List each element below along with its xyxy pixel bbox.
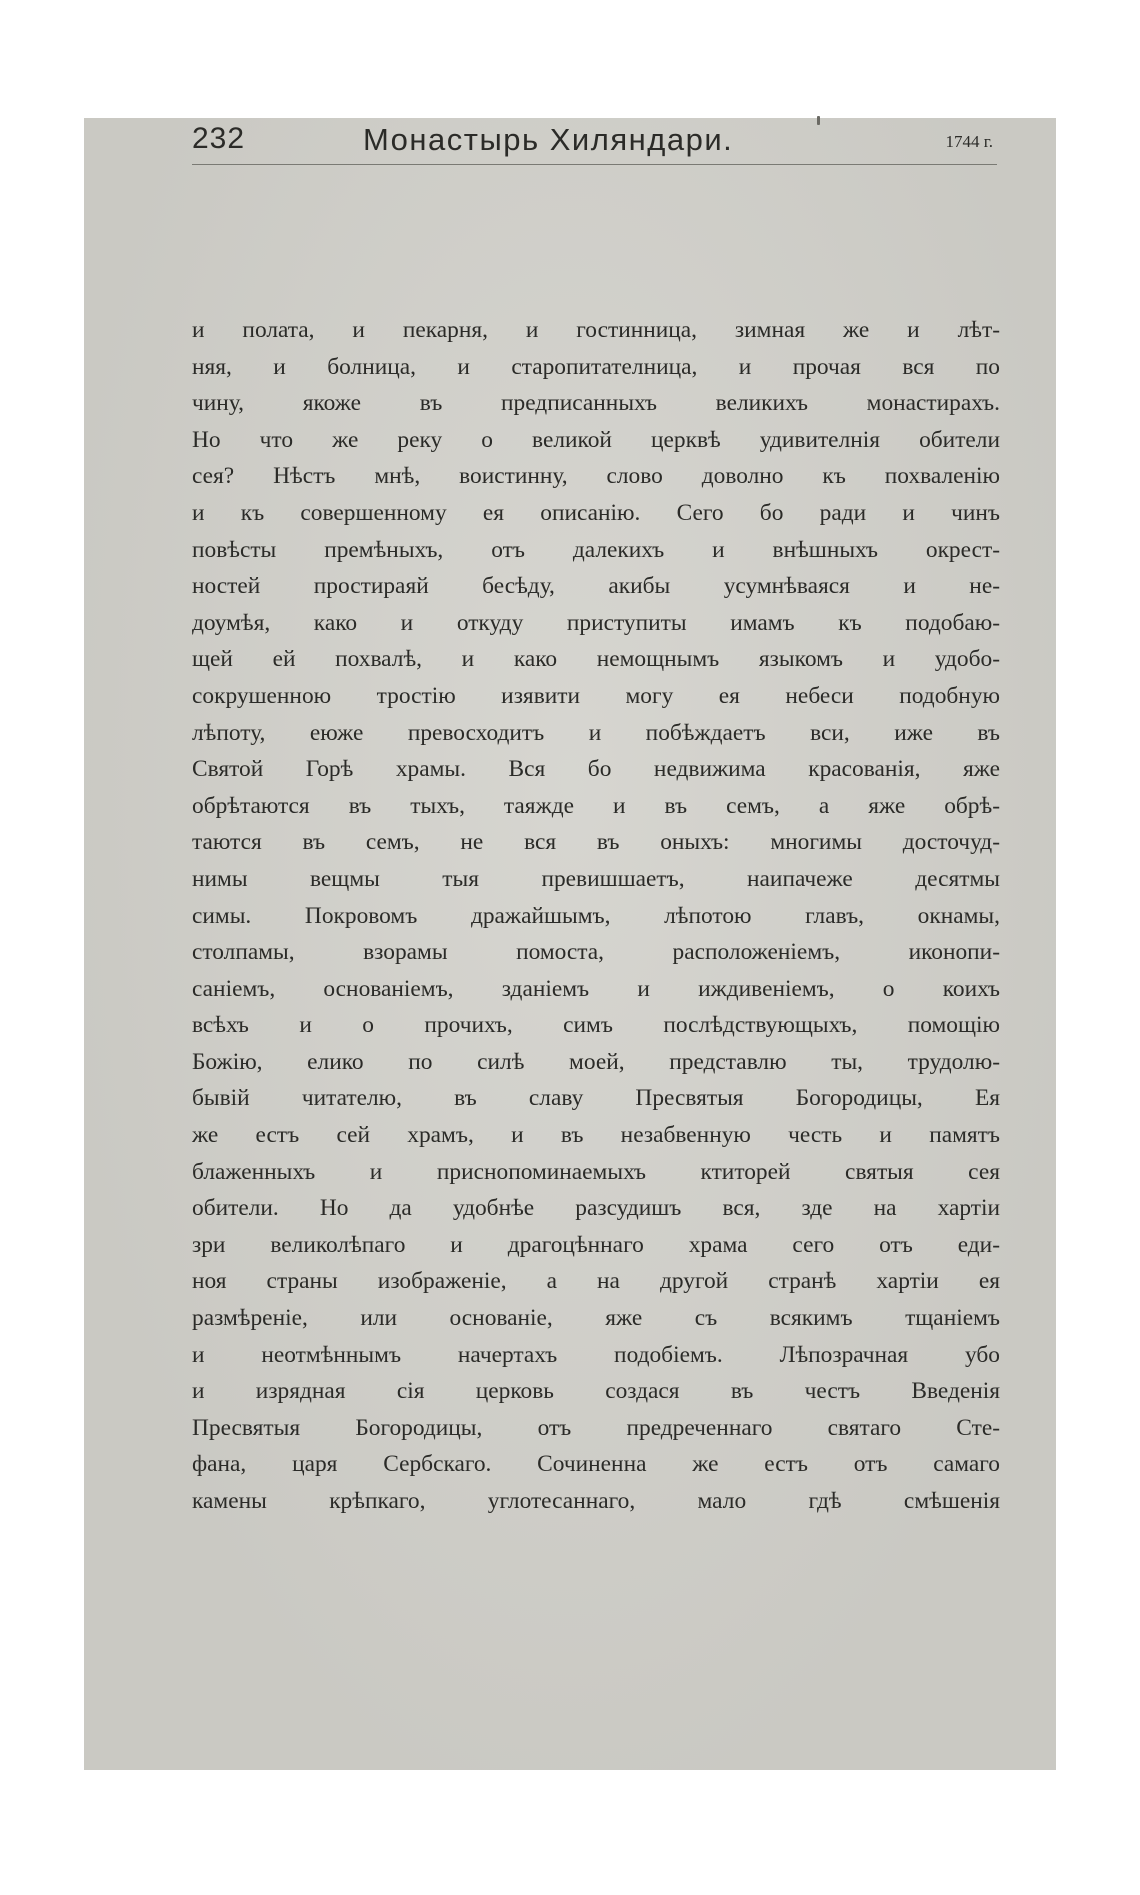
text-line: Божію, елико по силѣ моей, представлю ты, трудолю- — [192, 1048, 1000, 1075]
text-line: симы. Покровомъ дражайшымъ, лѣпотою главъ, окнамы, — [192, 902, 1000, 929]
text-line: Пресвятыя Богородицы, отъ предреченнаго святаго Сте- — [192, 1414, 1000, 1441]
text-line: бывій читателю, въ славу Пресвятыя Богородицы, Ея — [192, 1085, 1000, 1112]
text-line: ноя страны изображеніе, а на другой странѣ хартіи ея — [192, 1268, 1000, 1295]
text-line: размѣреніе, или основаніе, яже съ всякимъ тщаніемъ — [192, 1305, 1000, 1332]
text-line: и къ совершенному ея описанію. Сего бо ради и чинъ — [192, 499, 1000, 526]
text-line: нимы вещмы тыя превишшаетъ, наипачеже десятмы — [192, 865, 1000, 892]
text-line: и полата, и пекарня, и гостинница, зимная же и лѣт- — [192, 317, 1000, 343]
text-line: и изрядная сія церковь создася въ честъ Введенія — [192, 1378, 1000, 1405]
text-line: столпамы, взорамы помоста, расположеніемъ, иконопи- — [192, 939, 1000, 966]
text-line: щей ей похвалѣ, и како немощнымъ языкомъ и удобо- — [192, 646, 1000, 673]
text-line: и неотмѣннымъ начертахъ подобіемъ. Лѣпозрачная убо — [192, 1341, 1000, 1368]
running-title: Монастырь Хиляндари. — [363, 122, 734, 157]
body-text — [192, 312, 1000, 1520]
page-header — [192, 118, 997, 168]
text-line: обрѣтаются въ тыхъ, таяжде и въ семъ, а яже обрѣ- — [192, 792, 1000, 819]
text-line: обители. Но да удобнѣе разсудишъ вся, зде на хартіи — [192, 1195, 1000, 1222]
text-line: доумѣя, како и откуду приступиты имамъ къ подобаю- — [192, 609, 1000, 636]
text-line: ностей простираяй бесѣду, акибы усумнѣваяся и не- — [192, 573, 1000, 600]
text-line: няя, и болница, и старопитателница, и прочая вся по — [192, 353, 1000, 380]
text-line: фана, царя Сербскаго. Сочиненна же естъ отъ самаго — [192, 1451, 1000, 1478]
text-line: же естъ сей храмъ, и въ незабвенную честь и памятъ — [192, 1122, 1000, 1149]
text-line: Святой Горѣ храмы. Вся бо недвижима красованія, яже — [192, 756, 1000, 783]
text-line: таются въ семъ, не вся въ оныхъ: многимы досточуд- — [192, 829, 1000, 856]
text-line: повѣсты премѣныхъ, отъ далекихъ и внѣшныхъ окрест- — [192, 536, 1000, 563]
page-number: 232 — [192, 122, 246, 155]
text-line: лѣпоту, еюже превосходитъ и побѣждаетъ вси, иже въ — [192, 719, 1000, 746]
text-line: сокрушенною тростію изявити могу ея небеси подобную — [192, 682, 1000, 709]
text-line: всѣхъ и о прочихъ, симъ послѣдствующыхъ, помощію — [192, 1012, 1000, 1039]
text-line: зри великолѣпаго и драгоцѣннаго храма сего отъ еди- — [192, 1231, 1000, 1258]
text-line: камены крѣпкаго, углотесаннаго, мало гдѣ смѣшенія — [192, 1488, 1000, 1514]
header-year: 1744 г. — [945, 132, 993, 151]
text-line: саніемъ, основаніемъ, зданіемъ и иждивеніемъ, о коихъ — [192, 975, 1000, 1002]
header-rule — [192, 164, 997, 165]
text-line: Но что же реку о великой церквѣ удивителнія обители — [192, 426, 1000, 453]
text-line: сея? Нѣстъ мнѣ, воистинну, слово доволно къ похваленію — [192, 463, 1000, 490]
text-line: чину, якоже въ предписанныхъ великихъ монастирахъ. — [192, 390, 1000, 417]
text-line: блаженныхъ и приснопоминаемыхъ ктиторей святыя сея — [192, 1158, 1000, 1185]
